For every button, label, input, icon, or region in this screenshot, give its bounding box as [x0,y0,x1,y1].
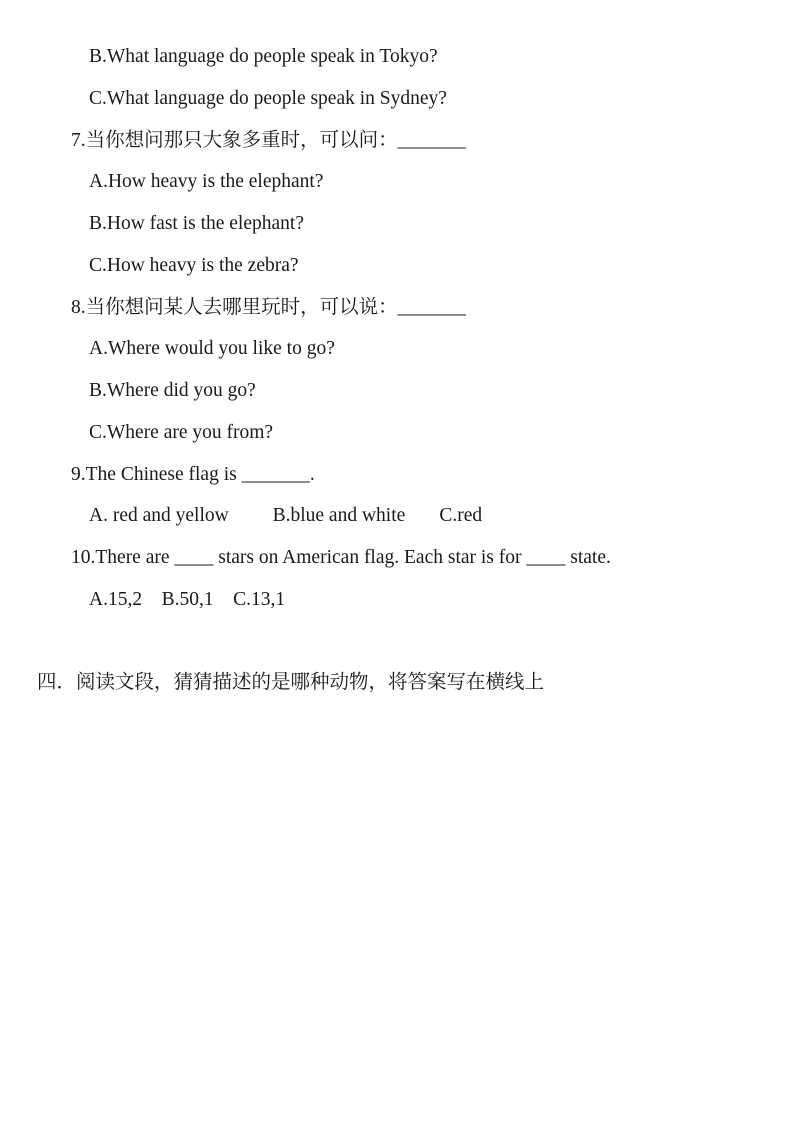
question8-option-c: C.Where are you from? [89,421,274,443]
question8-stem: 8.当你想问某人去哪里玩时，可以说：_______ [71,296,466,318]
question10-options: A.15,2 B.50,1 C.13,1 [89,588,286,610]
question9-options: A. red and yellow B.blue and white C.red [89,505,483,527]
question6-option-c: C.What language do people speak in Sydney? [89,87,447,109]
question7-option-c: C.How heavy is the zebra? [89,254,299,276]
question7-option-b: B.How fast is the elephant? [89,213,304,234]
question7-option-a: A.How heavy is the elephant? [89,171,324,193]
question9-stem: 9.The Chinese flag is _______. [71,463,315,485]
question7-stem: 7.当你想问那只大象多重时，可以问：_______ [71,129,466,151]
question10-stem: 10.There are ____ stars on American flag. Each star is for ____ state. [71,547,611,568]
section4-heading: 四．阅读文段，猜猜描述的是哪种动物，将答案写在横线上 [37,672,545,694]
question6-option-b: B.What language do people speak in Tokyo? [89,46,438,67]
question8-option-a: A.Where would you like to go? [89,338,335,360]
blank-line [0,621,793,663]
question8-option-b: B.Where did you go? [89,380,256,401]
